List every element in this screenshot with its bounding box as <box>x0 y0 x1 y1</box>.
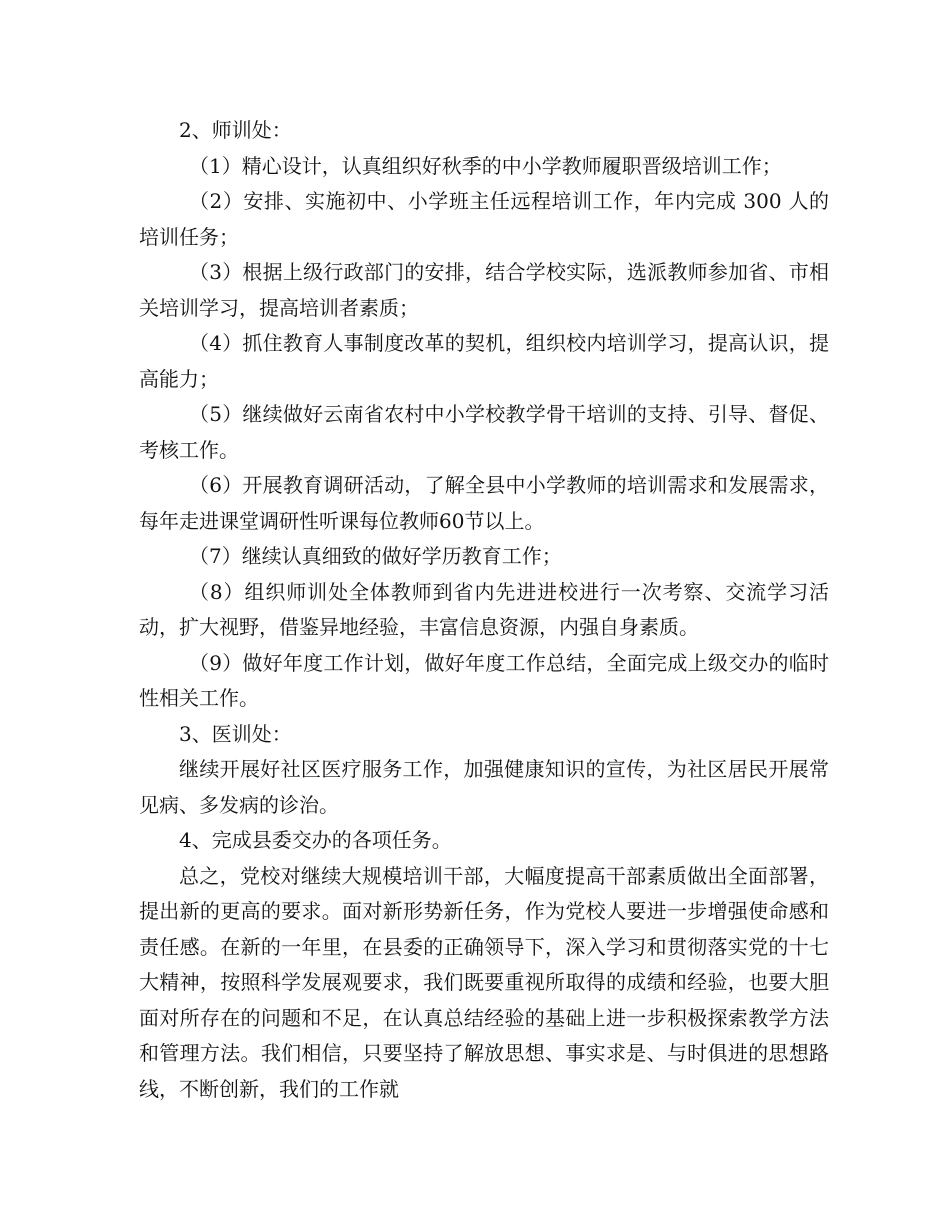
section-heading-medical-training: 3、医训处： <box>179 721 292 746</box>
list-item: （7）继续认真细致的做好学历教育工作； <box>189 544 562 568</box>
section-heading-county-tasks: 4、完成县委交办的各项任务。 <box>179 828 452 852</box>
document-body <box>139 113 829 1107</box>
list-item: （2）安排、实施初中、小学班主任远程培训工作，年内完成 300 人的培训任务； <box>139 189 829 249</box>
list-item: （6）开展教育调研活动，了解全县中小学教师的培训需求和发展需求，每年走进课堂调研性听课每位教师60节以上。 <box>139 473 829 533</box>
list-item: （5）继续做好云南省农村中小学校教学骨干培训的支持、引导、督促、考核工作。 <box>139 402 829 462</box>
list-item: （4）抓住教育人事制度改革的契机，组织校内培训学习，提高认识，提高能力； <box>139 331 829 391</box>
body-paragraph: 继续开展好社区医疗服务工作，加强健康知识的宣传，为社区居民开展常见病、多发病的诊治。 <box>139 757 829 817</box>
list-item: （9）做好年度工作计划，做好年度工作总结，全面完成上级交办的临时性相关工作。 <box>139 650 829 710</box>
list-item: （8）组织师训处全体教师到省内先进进校进行一次考察、交流学习活动，扩大视野，借鉴异地经验，丰富信息资源，内强自身素质。 <box>139 579 829 639</box>
list-item: （1）精心设计，认真组织好秋季的中小学教师履职晋级培训工作； <box>189 153 782 178</box>
conclusion-paragraph: 总之，党校对继续大规模培训干部，大幅度提高干部素质做出全面部署，提出新的更高的要求。面对新形势新任务，作为党校人要进一步增强使命感和责任感。在新的一年里，在县委的正确领导下，深入学习和贯彻落实党的十七大精神，按照科学发展观要求，我们既要重视所取得的成绩和经验，也要大胆面对所存在的问题和不足，在认真总结经验的基础上进一步积极探索教学方法和管理方法。我们相信，只要坚持了解放思想、事实求是、与时俱进的思想路线，不断创新，我们的工作就 <box>139 863 829 1101</box>
section-heading-teacher-training: 2、师训处： <box>179 118 292 142</box>
list-item: （3）根据上级行政部门的安排，结合学校实际，选派教师参加省、市相关培训学习，提高培训者素质； <box>139 260 829 320</box>
